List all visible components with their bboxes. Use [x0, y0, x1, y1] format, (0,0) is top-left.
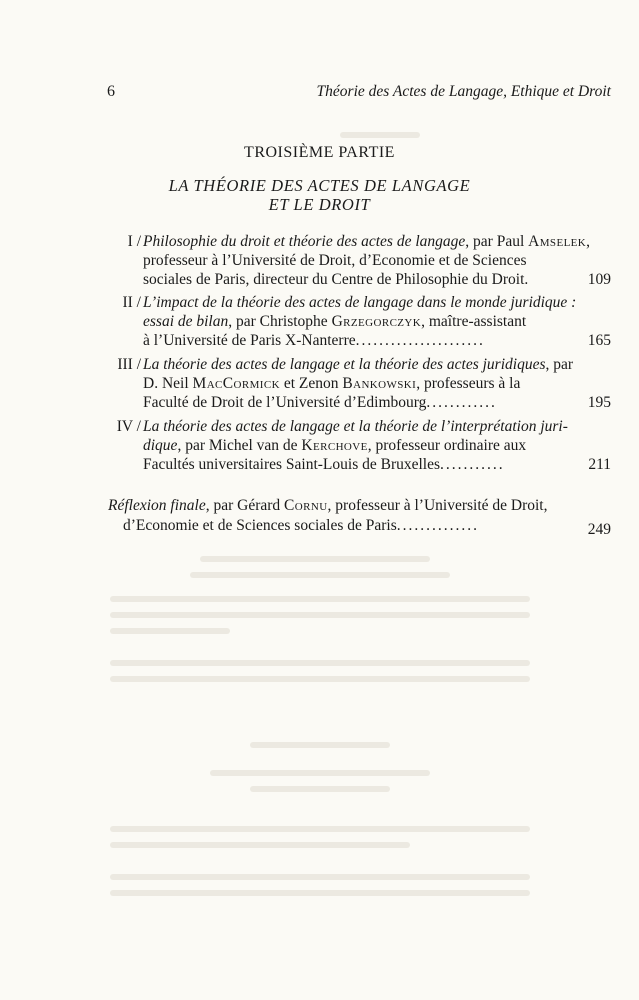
entry-line: à l’Université de Paris X-Nanterre......................	[143, 332, 485, 349]
entry-line: essai de bilan, par Christophe Grzegorczyk, maître-assistant	[143, 313, 527, 330]
entry-author: Kerchove	[301, 437, 368, 454]
entry-line: Réflexion finale, par Gérard Cornu, professeur à l’Université de Droit,	[108, 497, 548, 514]
entry-title: La théorie des actes de langage et la théorie des actes juridiques	[143, 356, 546, 373]
entry-line: La théorie des actes de langage et la théorie des actes juridiques, par	[143, 356, 574, 373]
part-subtitle-line2: ET LE DROIT	[268, 195, 371, 214]
entry-author: Grzegorczyk	[331, 313, 422, 330]
entry-page: 109	[587, 271, 611, 288]
entry-line: professeur à l’Université de Droit, d’Economie et de Sciences	[143, 252, 527, 269]
entry-line: Facultés universitaires Saint-Louis de Bruxelles...........	[143, 456, 505, 473]
leader-dots: ..............	[396, 517, 479, 534]
part-title: TROISIÈME PARTIE	[244, 144, 395, 161]
leader-dots: ...........	[440, 456, 505, 473]
entry-numeral: I /	[127, 233, 141, 250]
entry-numeral: III /	[117, 356, 141, 373]
page-number: 6	[107, 83, 115, 100]
entry-title-cont: dique	[143, 437, 178, 454]
entry-page: 165	[587, 332, 611, 349]
entry-author: Amselek	[528, 233, 587, 250]
part-subtitle-line1: LA THÉORIE DES ACTES DE LANGAGE	[168, 176, 471, 195]
entry-title: Philosophie du droit et théorie des actes de langage	[143, 233, 466, 250]
leader-dots: ......................	[355, 332, 485, 349]
entry-line	[143, 293, 576, 312]
entry-line: d’Economie et de Sciences sociales de Paris..............	[123, 517, 479, 534]
entry-title: L’impact de la théorie des actes de langage dans le monde juridique :	[143, 294, 577, 311]
entry-line	[143, 417, 568, 436]
entry-line: Faculté de Droit de l’Université d’Edimbourg............	[143, 394, 497, 411]
entry-author: Cornu	[284, 497, 328, 514]
entry-numeral: II /	[122, 294, 141, 311]
running-header	[107, 83, 611, 103]
entry-title: La théorie des actes de langage et la théorie de l’interprétation juri-	[143, 418, 568, 435]
entry-numeral: IV /	[116, 418, 141, 435]
entry-page: 249	[587, 521, 611, 538]
running-title: Théorie des Actes de Langage, Ethique et Droit	[316, 83, 611, 100]
entry-page: 211	[588, 456, 611, 473]
entry-author: Bankowski	[342, 375, 417, 392]
entry-title-cont: essai de bilan	[143, 313, 229, 330]
entry-author: MacCormick	[192, 375, 280, 392]
entry-line: Philosophie du droit et théorie des actes de langage, par Paul Amselek,	[143, 233, 591, 250]
entry-title: Réflexion finale	[108, 497, 206, 514]
entry-line: sociales de Paris, directeur du Centre de Philosophie du Droit.	[143, 271, 529, 288]
leader-dots: ............	[426, 394, 497, 411]
entry-page: 195	[587, 394, 611, 411]
entry-line: D. Neil MacCormick et Zenon Bankowski, professeurs à la	[143, 375, 521, 392]
entry-line: dique, par Michel van de Kerchove, professeur ordinaire aux	[143, 437, 527, 454]
